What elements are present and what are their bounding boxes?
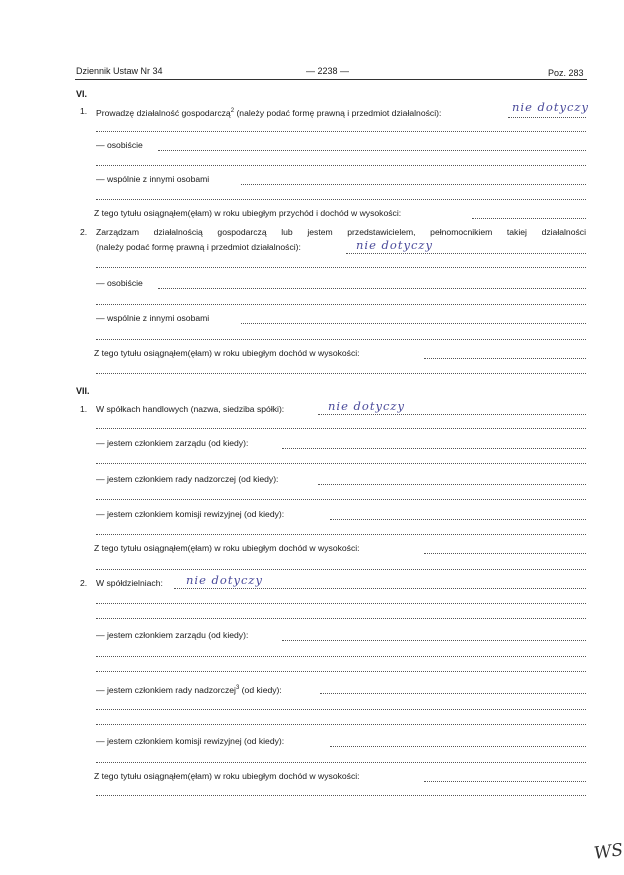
fill-line xyxy=(96,656,586,657)
item-6-1-label: Prowadzę działalność gospodarczą$^2$ (należy podać formę prawną i przedmiot działalności): xyxy=(96,107,442,118)
item-6-2-answer-line xyxy=(346,253,586,254)
item-6-2-personal-label: — osobiście xyxy=(96,278,143,288)
item-7-1-audit-label: — jestem członkiem komisji rewizyjnej (od kiedy): xyxy=(96,509,285,519)
item-7-2-answer: nie dotyczy xyxy=(186,573,263,587)
fill-line xyxy=(96,603,586,604)
item-7-2-answer-line xyxy=(174,588,586,589)
fill-line xyxy=(424,553,586,554)
fill-line xyxy=(282,640,586,641)
item-6-2-label-line2: (należy podać formę prawną i przedmiot działalności): xyxy=(96,242,301,252)
fill-line xyxy=(96,304,586,305)
item-7-2-number: 2. xyxy=(80,578,88,588)
header-rule xyxy=(75,79,587,80)
fill-line xyxy=(158,288,586,289)
item-6-2-answer: nie dotyczy xyxy=(356,238,433,252)
item-7-2-income-label: Z tego tytułu osiągnąłem(ęłam) w roku ubiegłym dochód w wysokości: xyxy=(94,771,360,781)
fill-line xyxy=(96,499,586,500)
item-6-2-income-label: Z tego tytułu osiągnąłem(ęłam) w roku ubiegłym dochód w wysokości: xyxy=(94,348,360,358)
fill-line xyxy=(241,323,586,324)
fill-line xyxy=(96,373,586,374)
fill-line xyxy=(96,165,586,166)
fill-line xyxy=(318,484,586,485)
item-6-2-number: 2. xyxy=(80,227,88,237)
fill-line xyxy=(96,724,586,725)
fill-line xyxy=(241,184,586,185)
journal-name: Dziennik Ustaw Nr 34 xyxy=(76,66,163,76)
item-7-1-answer: nie dotyczy xyxy=(328,399,405,413)
item-6-1-joint-label: — wspólnie z innymi osobami xyxy=(96,174,210,184)
fill-line xyxy=(96,534,586,535)
fill-line xyxy=(96,428,586,429)
fill-line xyxy=(96,131,586,132)
item-6-2-label-line1: Zarządzam działalnością gospodarczą lub jestem przedstawicielem, pełnomocnikiem takiej działalności xyxy=(96,227,586,237)
page-number: — 2238 — xyxy=(306,66,350,76)
fill-line xyxy=(96,199,586,200)
fill-line xyxy=(96,671,586,672)
position-number: Poz. 283 xyxy=(548,68,584,78)
item-7-2-label: W spółdzielniach: xyxy=(96,578,163,588)
item-6-1-answer-line xyxy=(508,117,586,118)
fill-line xyxy=(330,746,586,747)
fill-line xyxy=(96,569,586,570)
fill-line xyxy=(96,709,586,710)
item-7-1-board-label: — jestem członkiem zarządu (od kiedy): xyxy=(96,438,249,448)
fill-line xyxy=(96,762,586,763)
item-7-1-income-label: Z tego tytułu osiągnąłem(ęłam) w roku ubiegłym dochód w wysokości: xyxy=(94,543,360,553)
item-6-1-income-label: Z tego tytułu osiągnąłem(ęłam) w roku ubiegłym przychód i dochód w wysokości: xyxy=(94,208,402,218)
fill-line xyxy=(424,358,586,359)
item-6-1-answer: nie dotyczy xyxy=(512,100,589,114)
fill-line xyxy=(282,448,586,449)
handwritten-initials: WS xyxy=(592,840,624,864)
item-7-1-label: W spółkach handlowych (nazwa, siedziba spółki): xyxy=(96,404,285,414)
fill-line xyxy=(96,267,586,268)
item-7-2-audit-label: — jestem członkiem komisji rewizyjnej (od kiedy): xyxy=(96,736,285,746)
item-7-1-supervisory-label: — jestem członkiem rady nadzorczej (od kiedy): xyxy=(96,474,279,484)
fill-line xyxy=(330,519,586,520)
fill-line xyxy=(320,693,586,694)
item-6-2-joint-label: — wspólnie z innymi osobami xyxy=(96,313,210,323)
section-6-title: VI. xyxy=(76,89,88,99)
item-6-1-number: 1. xyxy=(80,106,88,116)
fill-line xyxy=(96,339,586,340)
item-7-1-answer-line xyxy=(318,414,586,415)
item-7-2-board-label: — jestem członkiem zarządu (od kiedy): xyxy=(96,630,249,640)
item-7-2-supervisory-label: — jestem członkiem rady nadzorczej$^3$ (od kiedy): xyxy=(96,684,282,695)
fill-line xyxy=(96,618,586,619)
fill-line xyxy=(96,795,586,796)
fill-line xyxy=(424,781,586,782)
fill-line xyxy=(472,218,586,219)
item-6-1-personal-label: — osobiście xyxy=(96,140,143,150)
fill-line xyxy=(96,463,586,464)
fill-line xyxy=(158,150,586,151)
section-7-title: VII. xyxy=(76,386,90,396)
item-7-1-number: 1. xyxy=(80,404,88,414)
